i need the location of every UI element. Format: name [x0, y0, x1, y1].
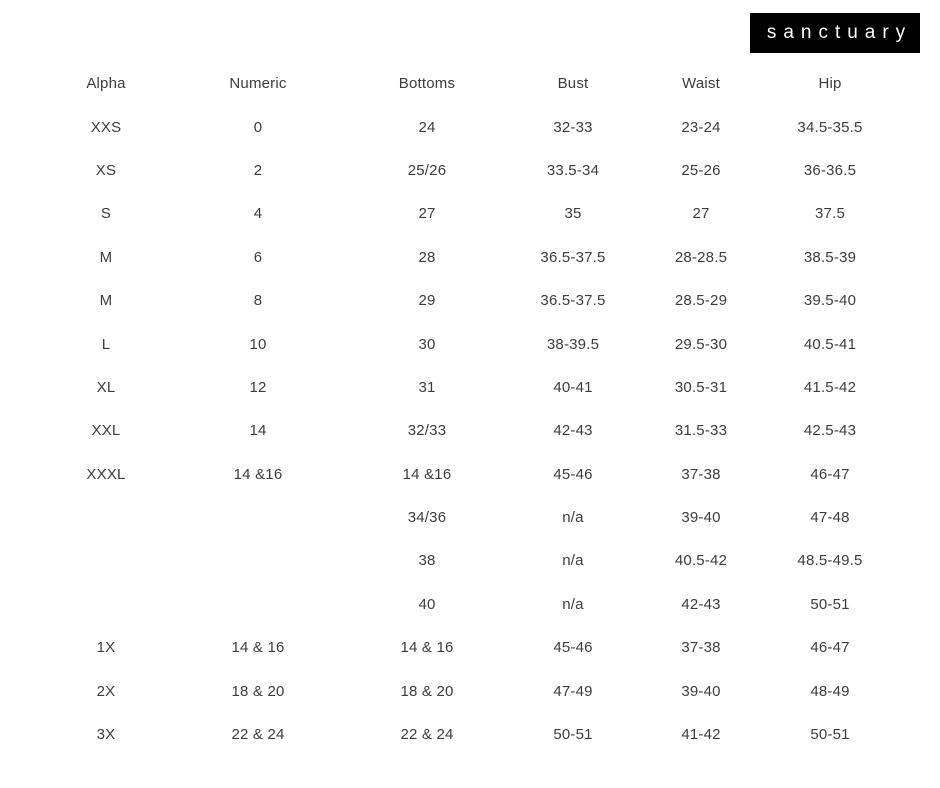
table-cell: 14 &16 — [233, 465, 283, 483]
table-cell: n/a — [562, 552, 584, 570]
table-cell: 37-38 — [681, 465, 721, 483]
table-cell: 14 &16 — [402, 465, 452, 483]
table-row — [30, 322, 884, 365]
table-cell: 40 — [418, 595, 436, 613]
table-cell: n/a — [562, 509, 584, 527]
table-cell: 18 & 20 — [400, 682, 454, 700]
table-cell: 39.5-40 — [803, 292, 857, 310]
table-cell: 48-49 — [810, 682, 850, 700]
table-row — [30, 236, 884, 279]
table-cell: 18 & 20 — [231, 682, 285, 700]
table-cell: 36.5-37.5 — [540, 292, 606, 310]
table-cell: 22 & 24 — [400, 726, 454, 744]
table-cell: 34/36 — [407, 509, 447, 527]
table-cell: 14 — [249, 422, 267, 440]
table-cell: 46-47 — [810, 639, 850, 657]
table-cell: 47-49 — [553, 682, 593, 700]
table-cell — [30, 539, 182, 582]
table-cell: 45-46 — [553, 639, 593, 657]
table-cell: 37.5 — [815, 205, 845, 223]
table-cell: 2X — [96, 682, 116, 700]
table-cell: 2 — [253, 161, 263, 179]
column-header-bust: Bust — [557, 75, 589, 93]
table-cell: 45-46 — [553, 465, 593, 483]
brand-logo-text: sanctuary — [766, 22, 913, 43]
table-cell: 14 & 16 — [231, 639, 285, 657]
table-cell: XS — [95, 161, 117, 179]
table-cell: 25-26 — [681, 161, 721, 179]
table-row — [30, 149, 884, 192]
table-row — [30, 713, 884, 756]
table-cell: 46-47 — [810, 465, 850, 483]
column-header-numeric: Numeric — [229, 75, 287, 93]
table-row — [30, 626, 884, 669]
table-cell: 31.5-33 — [674, 422, 728, 440]
table-cell — [182, 496, 334, 539]
table-cell: 41.5-42 — [803, 378, 857, 396]
table-row — [30, 366, 884, 409]
table-cell: 4 — [253, 205, 263, 223]
table-cell: 29.5-30 — [674, 335, 728, 353]
table-cell: 12 — [249, 378, 267, 396]
table-cell: 36-36.5 — [803, 161, 857, 179]
table-cell: 50-51 — [810, 595, 850, 613]
table-row — [30, 539, 884, 582]
table-cell: 42-43 — [681, 595, 721, 613]
table-cell: 32-33 — [553, 118, 593, 136]
table-row — [30, 669, 884, 712]
table-cell — [30, 496, 182, 539]
table-cell: 29 — [418, 292, 436, 310]
table-cell: 6 — [253, 248, 263, 266]
table-cell: 37-38 — [681, 639, 721, 657]
table-row — [30, 279, 884, 322]
table-cell: 36.5-37.5 — [540, 248, 606, 266]
table-cell: 30.5-31 — [674, 378, 728, 396]
table-cell: 42-43 — [553, 422, 593, 440]
table-cell: M — [99, 248, 113, 266]
table-cell: 38-39.5 — [546, 335, 600, 353]
table-cell: 24 — [418, 118, 436, 136]
column-header-alpha: Alpha — [86, 75, 126, 93]
table-cell: 50-51 — [553, 726, 593, 744]
table-cell: 28.5-29 — [674, 292, 728, 310]
column-header-bottoms: Bottoms — [398, 75, 456, 93]
table-cell: 38 — [418, 552, 436, 570]
table-cell: 27 — [692, 205, 710, 223]
table-cell: 10 — [249, 335, 267, 353]
table-cell: 39-40 — [681, 509, 721, 527]
table-cell — [182, 539, 334, 582]
table-cell: 1X — [96, 639, 116, 657]
table-cell: 28-28.5 — [674, 248, 728, 266]
table-row — [30, 409, 884, 452]
table-cell — [30, 583, 182, 626]
table-row — [30, 583, 884, 626]
table-cell: 39-40 — [681, 682, 721, 700]
table-cell: 22 & 24 — [231, 726, 285, 744]
table-cell: 40.5-41 — [803, 335, 857, 353]
table-cell — [182, 583, 334, 626]
table-body — [30, 105, 884, 756]
table-row — [30, 453, 884, 496]
table-row — [30, 105, 884, 148]
table-cell: 34.5-35.5 — [797, 118, 863, 136]
table-cell: XXXL — [86, 465, 126, 483]
table-cell: 33.5-34 — [546, 161, 600, 179]
table-cell: L — [101, 335, 111, 353]
table-cell: 28 — [418, 248, 436, 266]
table-row — [30, 496, 884, 539]
table-row — [30, 192, 884, 235]
table-cell: XXL — [91, 422, 121, 440]
table-cell: 14 & 16 — [400, 639, 454, 657]
header-row — [30, 62, 884, 105]
table-cell: 25/26 — [407, 161, 447, 179]
table-cell: 41-42 — [681, 726, 721, 744]
table-cell: 35 — [564, 205, 582, 223]
size-chart-table — [30, 62, 884, 756]
table-cell: 31 — [418, 378, 436, 396]
table-cell: 3X — [96, 726, 116, 744]
table-cell: 42.5-43 — [803, 422, 857, 440]
table-cell: 50-51 — [810, 726, 850, 744]
table-cell: M — [99, 292, 113, 310]
table-cell: XXS — [90, 118, 122, 136]
table-header — [30, 62, 884, 105]
table-cell: 47-48 — [810, 509, 850, 527]
table-cell: 0 — [253, 118, 263, 136]
table-cell: 40.5-42 — [674, 552, 728, 570]
table-cell: 48.5-49.5 — [797, 552, 863, 570]
brand-logo — [750, 13, 920, 53]
table-cell: 8 — [253, 292, 263, 310]
table-cell: 23-24 — [681, 118, 721, 136]
table-cell: 27 — [418, 205, 436, 223]
table-cell: 38.5-39 — [803, 248, 857, 266]
table-cell: S — [100, 205, 112, 223]
table-cell: XL — [96, 378, 116, 396]
table-cell: 40-41 — [553, 378, 593, 396]
column-header-waist: Waist — [682, 75, 720, 93]
table-cell: 32/33 — [407, 422, 447, 440]
table-cell: 30 — [418, 335, 436, 353]
column-header-hip: Hip — [818, 75, 842, 93]
table-cell: n/a — [562, 595, 584, 613]
